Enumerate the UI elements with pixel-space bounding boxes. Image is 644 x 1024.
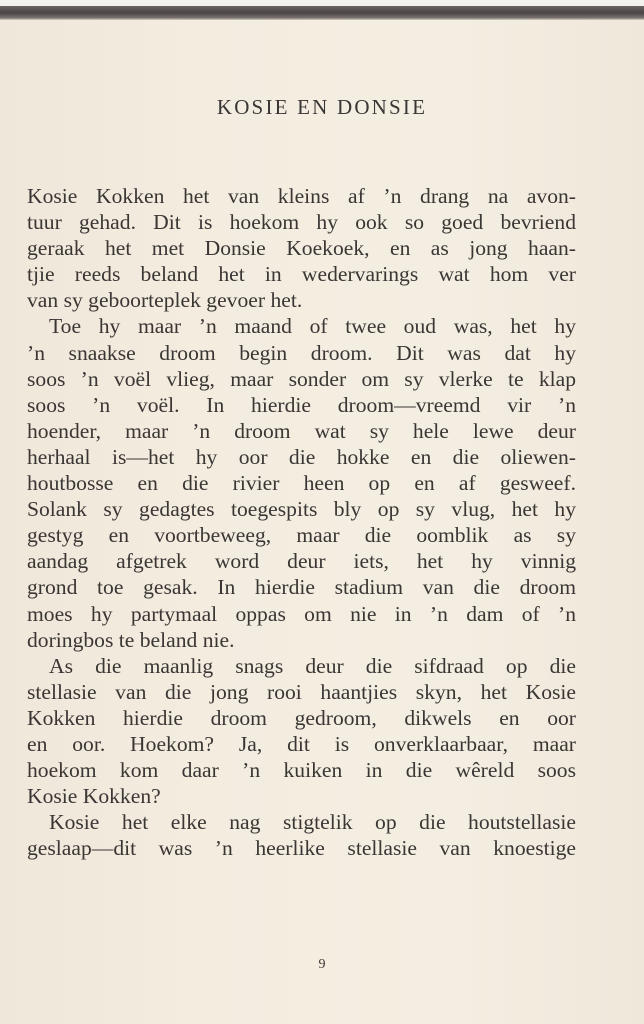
text-line: As die maanlig snags deur die sifdraad op die	[49, 653, 576, 678]
text-line: stellasie van die jong rooi haantjies skyn, het Kosie	[27, 679, 576, 704]
body-text	[27, 183, 576, 861]
text-line: ’n snaakse droom begin droom. Dit was dat hy	[27, 340, 576, 365]
text-line: grond toe gesak. In hierdie stadium van die droom	[27, 575, 576, 600]
text-line: Toe hy maar ’n maand of twee oud was, het hy	[49, 314, 576, 339]
text-line: hoender, maar ’n droom wat sy hele lewe deur	[27, 418, 576, 443]
text-line: tjie reeds beland het in wedervarings wat hom ver	[27, 262, 576, 287]
paragraph-1	[27, 183, 576, 313]
text-line: Solank sy gedagtes toegespits bly op sy vlug, het hy	[27, 497, 576, 522]
paragraph-2	[27, 313, 576, 652]
text-line: moes hy partymaal oppas om nie in ’n dam of ’n	[27, 601, 576, 626]
text-line: van sy geboorteplek gevoer het.	[27, 288, 303, 313]
text-line: Kosie het elke nag stigtelik op die houtstellasie	[49, 810, 576, 835]
text-line: soos ’n voël. In hierdie droom—vreemd vir ’n	[27, 392, 576, 417]
text-line: geraak het met Donsie Koekoek, en as jong haan-	[27, 236, 576, 261]
text-line: tuur gehad. Dit is hoekom hy ook so goed bevriend	[27, 210, 576, 235]
chapter-title: KOSIE EN DONSIE	[216, 95, 428, 119]
text-line: Kosie Kokken het van kleins af ’n drang na avon-	[27, 184, 576, 208]
text-line: doringbos te beland nie.	[27, 627, 235, 652]
text-line: soos ’n voël vlieg, maar sonder om sy vlerke te klap	[27, 366, 576, 391]
page-number: 9	[318, 957, 326, 972]
paragraph-3	[27, 653, 576, 810]
text-line: Kokken hierdie droom gedroom, dikwels en oor	[27, 705, 576, 730]
paragraph-4	[27, 809, 576, 861]
text-line: houtbosse en die rivier heen op en af gesweef.	[27, 471, 576, 496]
text-line: en oor. Hoekom? Ja, dit is onverklaarbaar, maar	[27, 731, 576, 756]
text-line: hoekom kom daar ’n kuiken in die wêreld soos	[27, 758, 576, 783]
text-line: Kosie Kokken?	[27, 784, 161, 809]
text-line: herhaal is—het hy oor die hokke en die oliewen-	[27, 444, 576, 469]
page-top-edge	[0, 6, 644, 20]
text-line: gestyg en voortbeweeg, maar die oomblik as sy	[27, 523, 576, 548]
text-line: geslaap—dit was ’n heerlike stellasie van knoestige	[27, 836, 576, 861]
text-line: aandag afgetrek word deur iets, het hy vinnig	[27, 549, 576, 574]
